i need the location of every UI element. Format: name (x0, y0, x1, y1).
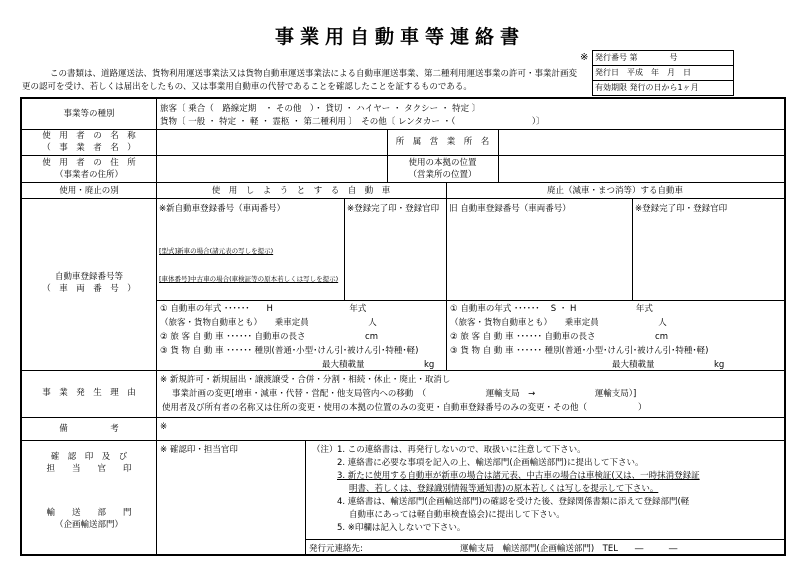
old-registration-label: 旧 自動車登録番号（車両番号） (449, 204, 571, 214)
right-freight-class: ③ 貨 物 自 動 車 ･･････ 種別(普通･小型･けん引･被けん引･特種･軽) (450, 346, 709, 356)
note-4b: 自動車にあっては軽自動車検査協会)に提出して下さい。 (349, 510, 565, 520)
note-3a: 3. 新たに使用する自動車が新車の場合は諸元表、中古車の場合は車検証(又は、一時抹消登録証 (337, 471, 700, 481)
use-abolish-label: 使用・廃止の別 (59, 186, 119, 196)
registration-number-label: 自動車登録番号等 (54, 272, 123, 282)
right-model-year: ① 自動車の年式 ･･････ S ・ H 年式 (450, 304, 653, 314)
form-table (20, 97, 786, 556)
registration-stamp-left: ※登録完了印・登録官印 (347, 204, 440, 214)
form-title: 事業用自動車等連絡書 (274, 26, 525, 48)
issue-note-mark: ※ (580, 52, 589, 63)
vehicle-number-label: （ 車 両 番 号 ） (42, 284, 136, 294)
left-model-year: ① 自動車の年式 ･･････ H 年式 (160, 304, 367, 314)
right-capacity: （旅客・貨物自動車とも） 乗車定員 人 (450, 318, 667, 328)
plan-change-options[interactable]: 事業計画の変更[増車・減車・代替・営配・他支局管内への移動 （ 運輸支局 → 運輸支局）] (172, 389, 637, 399)
note-2: 2. 連絡書に必要な事項を記入の上、輸送部門(企画輸送部門)に提出して下さい。 (337, 458, 644, 468)
business-type-label: 事業等の種別 (63, 109, 115, 119)
right-vehicle-length: ② 旅 客 自 動 車 ･･････ 自動車の長さ cm (450, 332, 668, 342)
reason-options[interactable]: ※ 新規許可・新規届出・譲渡譲受・合併・分割・相続・休止・廃止・取消し (160, 375, 451, 385)
user-name-label: 使 用 者 の 名 称 (42, 131, 136, 141)
issuer-contact-dept: 運輸支局 輸送部門(企画輸送部門) TEL ― ― (460, 544, 678, 554)
remarks-label: 備 考 (59, 424, 119, 434)
freight-type-options[interactable]: 貨物〔 一般 ・ 特定 ・ 軽 ・ 霊柩 ・ 第二種利用 〕 その他〔 レンタカー ・（ ）〕 (160, 117, 545, 127)
passenger-type-options[interactable]: 旅客〔 乗合（ 路線定期 ・ その他 ）・ 貸切 ・ ハイヤー ・ タクシー ・ 特定 〕 (160, 104, 481, 114)
officer-stamp-label: 担 当 官 印 (46, 464, 132, 474)
note-1: 1. この連絡書は、再発行しないので、取扱いに注意して下さい。 (337, 445, 586, 455)
transport-dept-label: 輸 送 部 門 (46, 508, 132, 518)
user-address-label: 使 用 者 の 住 所 (42, 158, 136, 168)
planning-dept-label: （企画輸送部門） (54, 520, 123, 530)
right-max-load: 最大積載量 kg (612, 360, 725, 370)
issue-number: 発行番号 第 号 (595, 53, 678, 62)
registration-stamp-right: ※登録完了印・登録官印 (635, 204, 728, 214)
change-options[interactable]: 使用者及び所有者の名称又は住所の変更・使用の本拠の位置のみの変更・自動車登録番号のみの変更・その他（ ） (162, 403, 647, 413)
left-vehicle-length: ② 旅 客 自 動 車 ･･････ 自動車の長さ cm (160, 332, 378, 342)
remarks-mark: ※ (160, 422, 168, 432)
notes-heading: （注） (312, 445, 338, 455)
abolish-vehicle-heading: 廃止（減車・まつ消等）する自動車 (546, 186, 683, 196)
reason-label: 事 業 発 生 理 由 (42, 388, 136, 398)
confirm-stamp-box: ※ 確認印・担当官印 (160, 445, 238, 455)
office-name-label: 所 属 営 業 所 名 (395, 137, 490, 147)
new-registration-label: ※新自動車登録番号（車両番号） (159, 204, 286, 214)
note-4a: 4. 連絡書は、輸送部門(企画輸送部門)の確認を受けた後、登録関係書類に添えて登録部門(軽 (337, 497, 690, 507)
use-vehicle-heading: 使 用 し よ う と す る 自 動 車 (211, 186, 391, 196)
chassis-note: [車体番号]中古車の場合(車検証等の原本若しくは写しを提示) (159, 275, 339, 283)
left-max-load: 最大積載量 kg (322, 360, 435, 370)
base-location-label: 使用の本拠の位置 (408, 158, 477, 168)
left-freight-class: ③ 貨 物 自 動 車 ･･････ 種別(普通･小型･けん引･被けん引･特種･軽) (160, 346, 419, 356)
office-location-label: （営業所の位置） (408, 170, 477, 180)
model-note: [型式]新車の場合(諸元表の写しを提示) (159, 247, 274, 255)
issue-date: 発行日 平成 年 月 日 (593, 65, 733, 80)
issuer-contact-label: 発行元連絡先: (309, 544, 363, 554)
note-3b: 明書、若しくは、登録識別情報等通知書)の原本若しくは写しを提示して下さい。 (349, 484, 659, 494)
company-address-label: （事業者の住所） (54, 170, 123, 180)
left-capacity: （旅客・貨物自動車とも） 乗車定員 人 (160, 318, 377, 328)
issue-box (592, 50, 734, 96)
note-5: 5. ※印欄は記入しないで下さい。 (337, 523, 466, 533)
issue-expiry: 有効期限 発行の日から1ヶ月 (593, 80, 733, 95)
confirm-stamp-label: 確 認 印 及 び (50, 452, 128, 462)
intro-text: この書類は、道路運送法、貨物利用運送事業法又は貨物自動車運送事業法による自動車運送事業、第二種利用運送事業の許可・事業計画変更の認可を受け、若しくは届出をしたもの、又は事業用自動車の代替であることを確認したことを証するものである。 (22, 69, 578, 92)
company-name-label: （ 事 業 者 名 ） (42, 143, 136, 153)
